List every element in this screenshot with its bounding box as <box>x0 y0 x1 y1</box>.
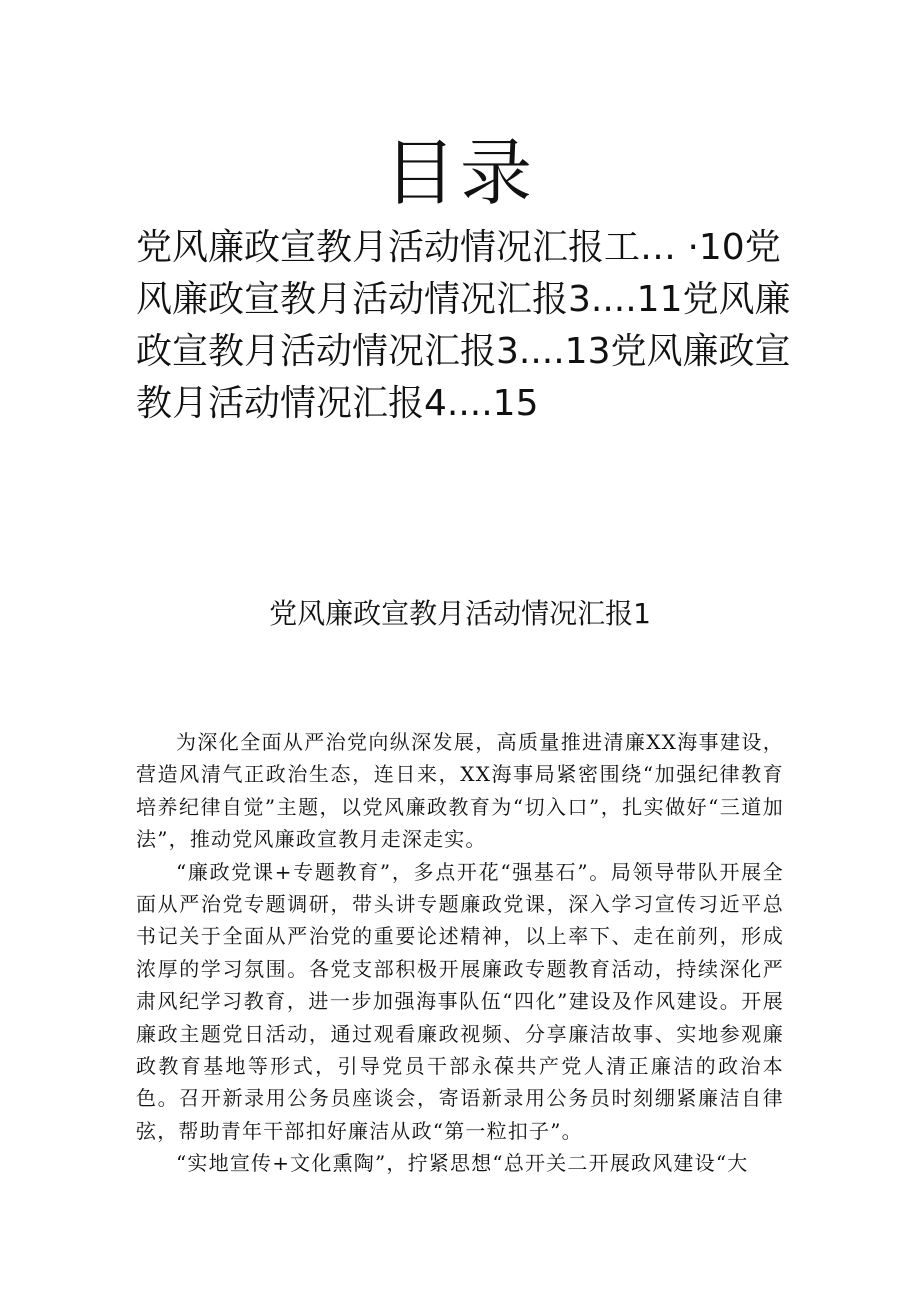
toc-entry[interactable]: 党风廉政宣教月活动情况汇报3....11 <box>136 227 781 320</box>
toc-entry[interactable]: 党风廉政宣教月活动情况汇报4....15 <box>136 331 791 424</box>
body-paragraph: 为深化全面从严治党向纵深发展，高质量推进清廉XX海事建设，营造风清气正政治生态，连日来，XX海事局紧密围绕“加强纪律教育培养纪律自觉”主题，以党风廉政教育为“切入口”，扎实做好“三道加法”，推动党风廉政宣教月走深走实。 <box>136 730 784 852</box>
toc-list <box>136 222 796 430</box>
toc-entry[interactable]: 党风廉政宣教月活动情况汇报3....13 <box>136 279 791 372</box>
toc-entry[interactable]: 党风廉政宣教月活动情况汇报工… ·10 <box>136 227 745 268</box>
document-body <box>136 726 784 1180</box>
body-paragraph: “实地宣传+文化熏陶”，拧紧思想“总开关二开展政风建设“大 <box>176 1151 749 1176</box>
body-paragraph: “廉政党课+专题教育”，多点开花“强基石”。局领导带队开展全面从严治党专题调研，带头讲专题廉政党课，深入学习宣传习近平总书记关于全面从严治党的重要论述精神，以上率下、走在前列，形成浓厚的学习氛围。各党支部积极开展廉政专题教育活动，持续深化严肃风纪学习教育，进一步加强海事队伍“四化”建设及作风建设。开展廉政主题党日活动，通过观看廉政视频、分享廉洁故事、实地参观廉政教育基地等形式，引导党员干部永葆共产党人清正廉洁的政治本色。召开新录用公务员座谈会，寄语新录用公务员时刻绷紧廉洁自律弦，帮助青年干部扣好廉洁从政“第一粒扣子”。 <box>136 859 784 1143</box>
document-title: 党风廉政宣教月活动情况汇报1 <box>269 597 651 630</box>
toc-title: 目录 <box>383 131 536 215</box>
